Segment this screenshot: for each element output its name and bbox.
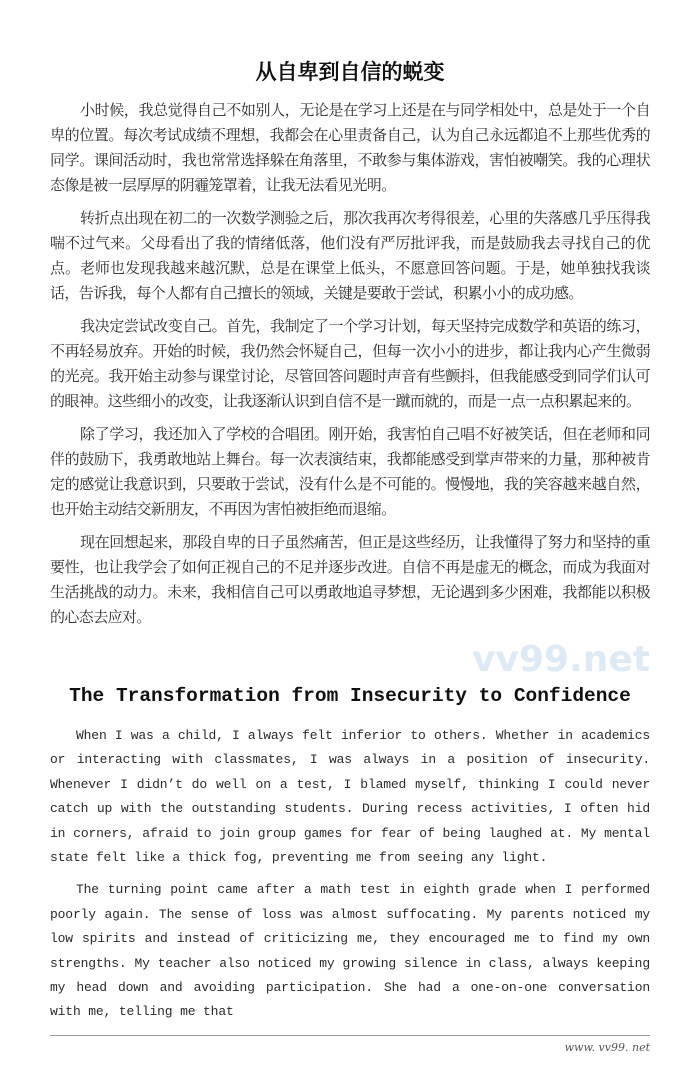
footer-url: www. vv99. net: [564, 1040, 650, 1054]
chinese-paragraph: 现在回想起来，那段自卑的日子虽然痛苦，但正是这些经历，让我懂得了努力和坚持的重要性，也让我学会了如何正视自己的不足并逐步改进。自信不再是虚无的概念，而成为我面对生活挑战的动力。未来，我相信自己可以勇敢地追寻梦想，无论遇到多少困难，我都能以积极的心态去应对。: [50, 533, 650, 626]
footer-divider: [50, 1035, 650, 1036]
english-title: The Transformation from Insecurity to Confidence: [69, 685, 631, 707]
english-paragraph: The turning point came after a math test in eighth grade when I performed poorly again. The sense of loss was almost suffocating. My parents noticed my low spirits and instead of criticizing me, they encouraged me to find my own strengths. My teacher also noticed my growing silence in class, always keeping my head down and avoiding participation. She had a one-on-one conversation with me, telling me that: [50, 882, 650, 1020]
chinese-paragraph: 小时候，我总觉得自己不如别人，无论是在学习上还是在与同学相处中，总是处于一个自卑的位置。每次考试成绩不理想，我都会在心里责备自己，认为自己永远都追不上那些优秀的同学。课间活动时，我也常常选择躲在角落里，不敢参与集体游戏，害怕被嘲笑。我的心理状态像是被一层厚厚的阴霾笼罩着，让我无法看见光明。: [50, 101, 650, 194]
page: [50, 0, 650, 1076]
english-body: [50, 724, 650, 1025]
chinese-paragraph: 我决定尝试改变自己。首先，我制定了一个学习计划，每天坚持完成数学和英语的练习，不再轻易放弃。开始的时候，我仍然会怀疑自己，但每一次小小的进步，都让我内心产生微弱的光亮。我开始主动参与课堂讨论，尽管回答问题时声音有些颤抖，但我能感受到同学们认可的眼神。这些细小的改变，让我逐渐认识到自信不是一蹴而就的，而是一点一点积累起来的。: [50, 317, 650, 410]
chinese-title: 从自卑到自信的蜕变: [255, 59, 445, 84]
chinese-paragraph: 转折点出现在初二的一次数学测验之后，那次我再次考得很差，心里的失落感几乎压得我喘不过气来。父母看出了我的情绪低落，他们没有严厉批评我，而是鼓励我去寻找自己的优点。老师也发现我越来越沉默，总是在课堂上低头，不愿意回答问题。于是，她单独找我谈话，告诉我，每个人都有自己擅长的领域，关键是要敢于尝试，积累小小的成功感。: [50, 209, 650, 302]
chinese-paragraph: 除了学习，我还加入了学校的合唱团。刚开始，我害怕自己唱不好被笑话，但在老师和同伴的鼓励下，我勇敢地站上舞台。每一次表演结束，我都能感受到掌声带来的力量，那种被肯定的感觉让我意识到，只要敢于尝试，没有什么是不可能的。慢慢地，我的笑容越来越自然，也开始主动结交新朋友，不再因为害怕被拒绝而退缩。: [50, 425, 650, 518]
chinese-body: [50, 98, 650, 630]
watermark-area: [50, 638, 650, 682]
watermark: vv99.net: [472, 639, 650, 680]
english-paragraph: When I was a child, I always felt inferior to others. Whether in academics or interacting with classmates, I was always in a position of insecurity. Whenever I didn’t do well on a test, I blamed myself, thinking I could never catch up with the outstanding students. During recess activities, I often hid in corners, afraid to join group games for fear of being laughed at. My mental state felt like a thick fog, preventing me from seeing any light.: [50, 728, 650, 866]
